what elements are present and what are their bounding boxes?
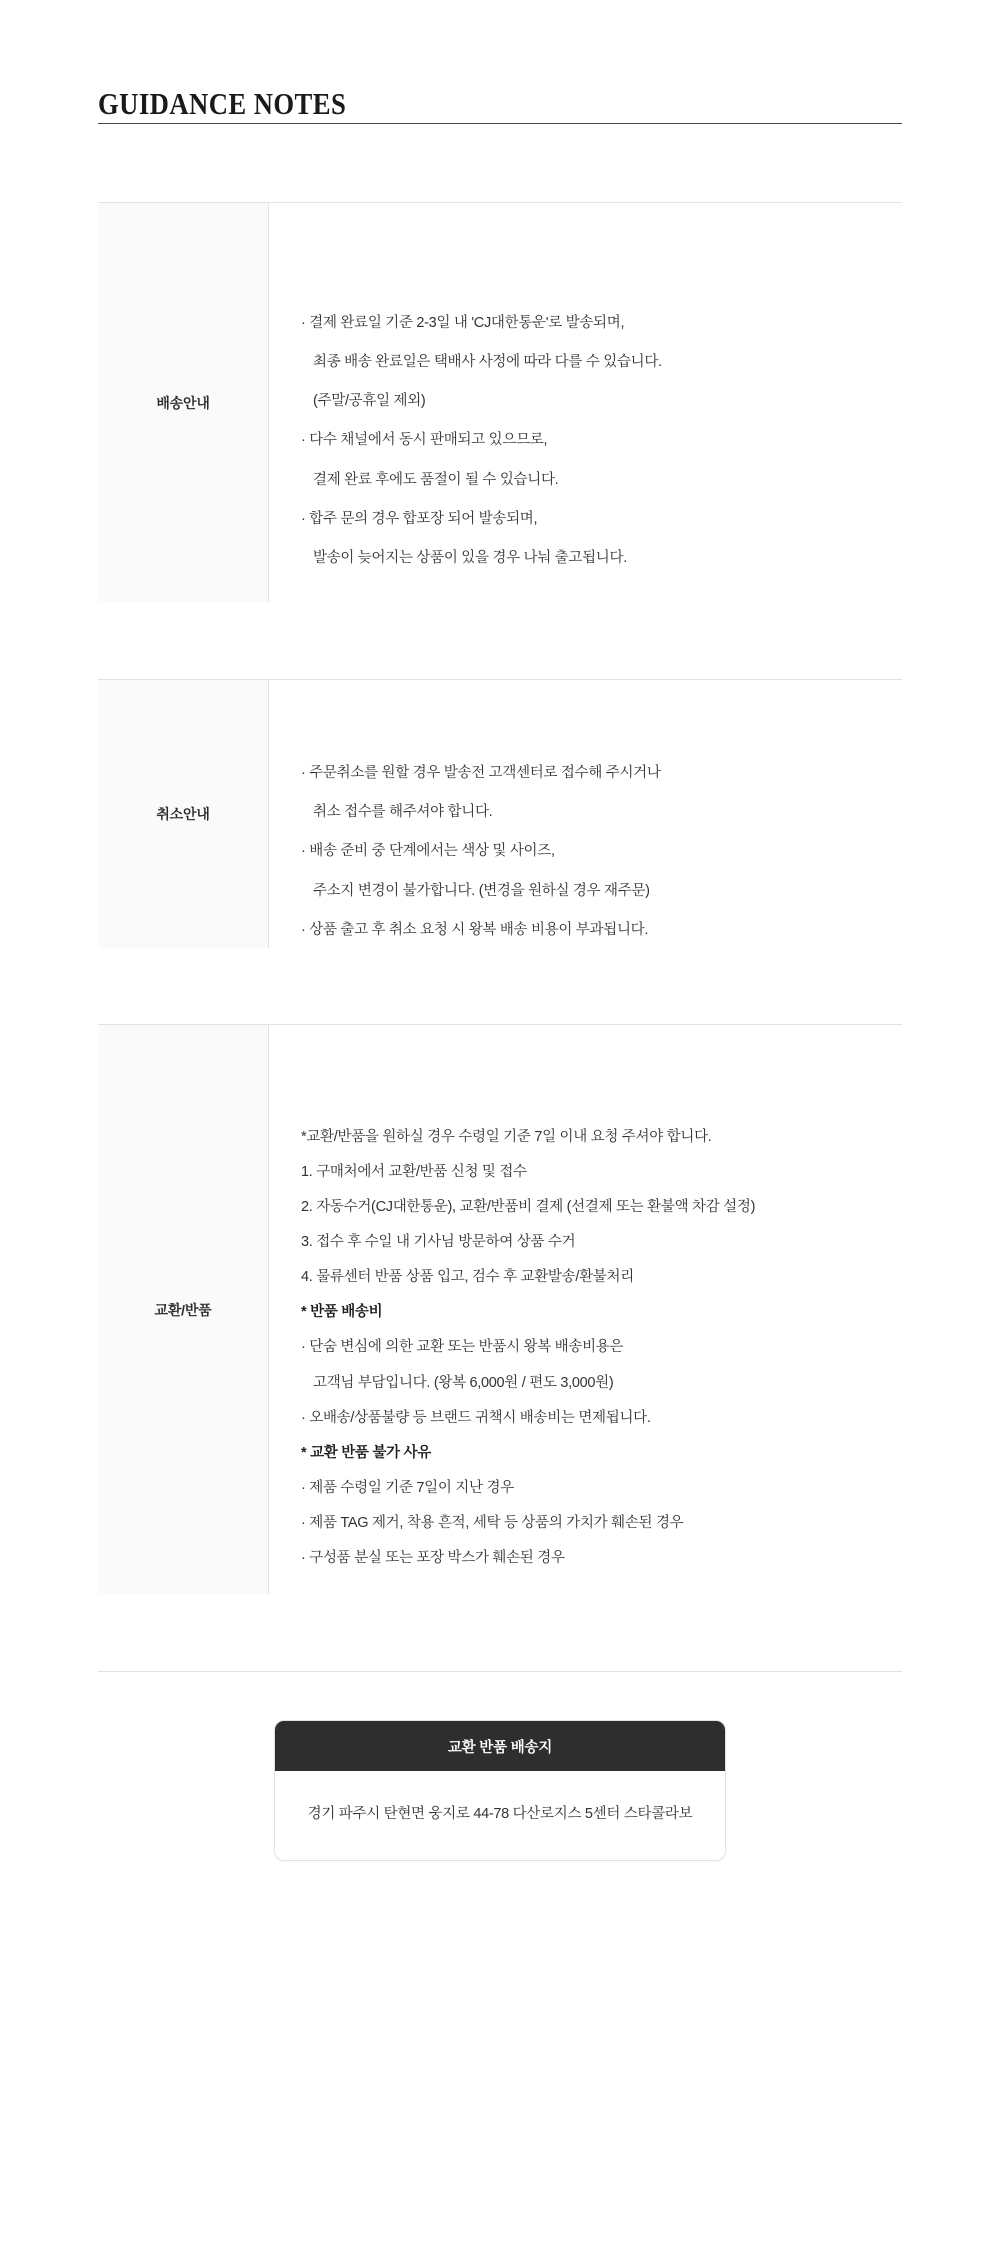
note-line: 3. 접수 후 수일 내 기사님 방문하여 상품 수거 <box>301 1234 576 1251</box>
table-row <box>98 1025 902 1672</box>
note-line: · 제품 수령일 기준 7일이 지난 경우 <box>301 1479 514 1496</box>
guidance-table <box>98 202 902 1672</box>
return-address-title: 교환 반품 배송지 <box>275 1721 725 1771</box>
note-line: *교환/반품을 원하실 경우 수령일 기준 7일 이내 요청 주셔야 합니다. <box>301 1129 712 1146</box>
table-row <box>98 680 902 1025</box>
note-line: 4. 물류센터 반품 상품 입고, 검수 후 교환발송/환불처리 <box>301 1269 634 1286</box>
note-line: · 다수 채널에서 동시 판매되고 있으므로, <box>301 432 548 449</box>
bottom-spacer <box>0 1861 1000 1981</box>
row-label-delivery: 배송안내 <box>98 203 269 603</box>
note-subheading: * 교환 반품 불가 사유 <box>301 1444 431 1461</box>
note-line: · 상품 출고 후 취소 요청 시 왕복 배송 비용이 부과됩니다. <box>301 921 649 938</box>
row-label-exchange: 교환/반품 <box>98 1025 269 1595</box>
header-divider <box>98 123 902 124</box>
note-line: · 합주 문의 경우 합포장 되어 발송되며, <box>301 510 538 527</box>
row-content-cancel <box>269 680 902 1024</box>
note-line: · 제품 TAG 제거, 착용 흔적, 세탁 등 상품의 가치가 훼손된 경우 <box>301 1514 684 1531</box>
page-header <box>0 0 1000 140</box>
note-line: 2. 자동수거(CJ대한통운), 교환/반품비 결제 (선결제 또는 환불액 차감 설정) <box>301 1199 756 1216</box>
note-subheading: * 반품 배송비 <box>301 1304 383 1321</box>
return-address-value: 경기 파주시 탄현면 웅지로 44-78 다산로지스 5센터 스타콜라보 <box>275 1771 725 1860</box>
note-line: 주소지 변경이 불가합니다. (변경을 원하실 경우 재주문) <box>313 882 650 899</box>
note-line: · 배송 준비 중 단계에서는 색상 및 사이즈, <box>301 843 555 860</box>
note-line: 1. 구매처에서 교환/반품 신청 및 접수 <box>301 1164 527 1181</box>
note-line: · 결제 완료일 기준 2-3일 내 'CJ대한통운'로 발송되며, <box>301 315 625 332</box>
row-label-cancel: 취소안내 <box>98 680 269 948</box>
note-line: · 구성품 분실 또는 포장 박스가 훼손된 경우 <box>301 1549 565 1566</box>
note-line: 발송이 늦어지는 상품이 있을 경우 나눠 출고됩니다. <box>313 549 627 566</box>
note-line: · 오배송/상품불량 등 브랜드 귀책시 배송비는 면제됩니다. <box>301 1409 651 1426</box>
note-line: · 주문취소를 원할 경우 발송전 고객센터로 접수해 주시거나 <box>301 765 661 782</box>
note-line: (주말/공휴일 제외) <box>313 393 426 410</box>
note-line: · 단숨 변심에 의한 교환 또는 반품시 왕복 배송비용은 <box>301 1339 624 1356</box>
row-content-delivery <box>269 203 902 679</box>
note-line: 결제 완료 후에도 품절이 될 수 있습니다. <box>313 471 559 488</box>
note-line: 취소 접수를 해주셔야 합니다. <box>313 804 493 821</box>
note-line: 고객님 부담입니다. (왕복 6,000원 / 편도 3,000원) <box>313 1374 614 1391</box>
page-title: GUIDANCE NOTES <box>98 86 347 121</box>
row-content-exchange <box>269 1025 902 1671</box>
return-address-card <box>274 1720 726 1861</box>
note-line: 최종 배송 완료일은 택배사 사정에 따라 다를 수 있습니다. <box>313 354 662 371</box>
table-row <box>98 203 902 680</box>
